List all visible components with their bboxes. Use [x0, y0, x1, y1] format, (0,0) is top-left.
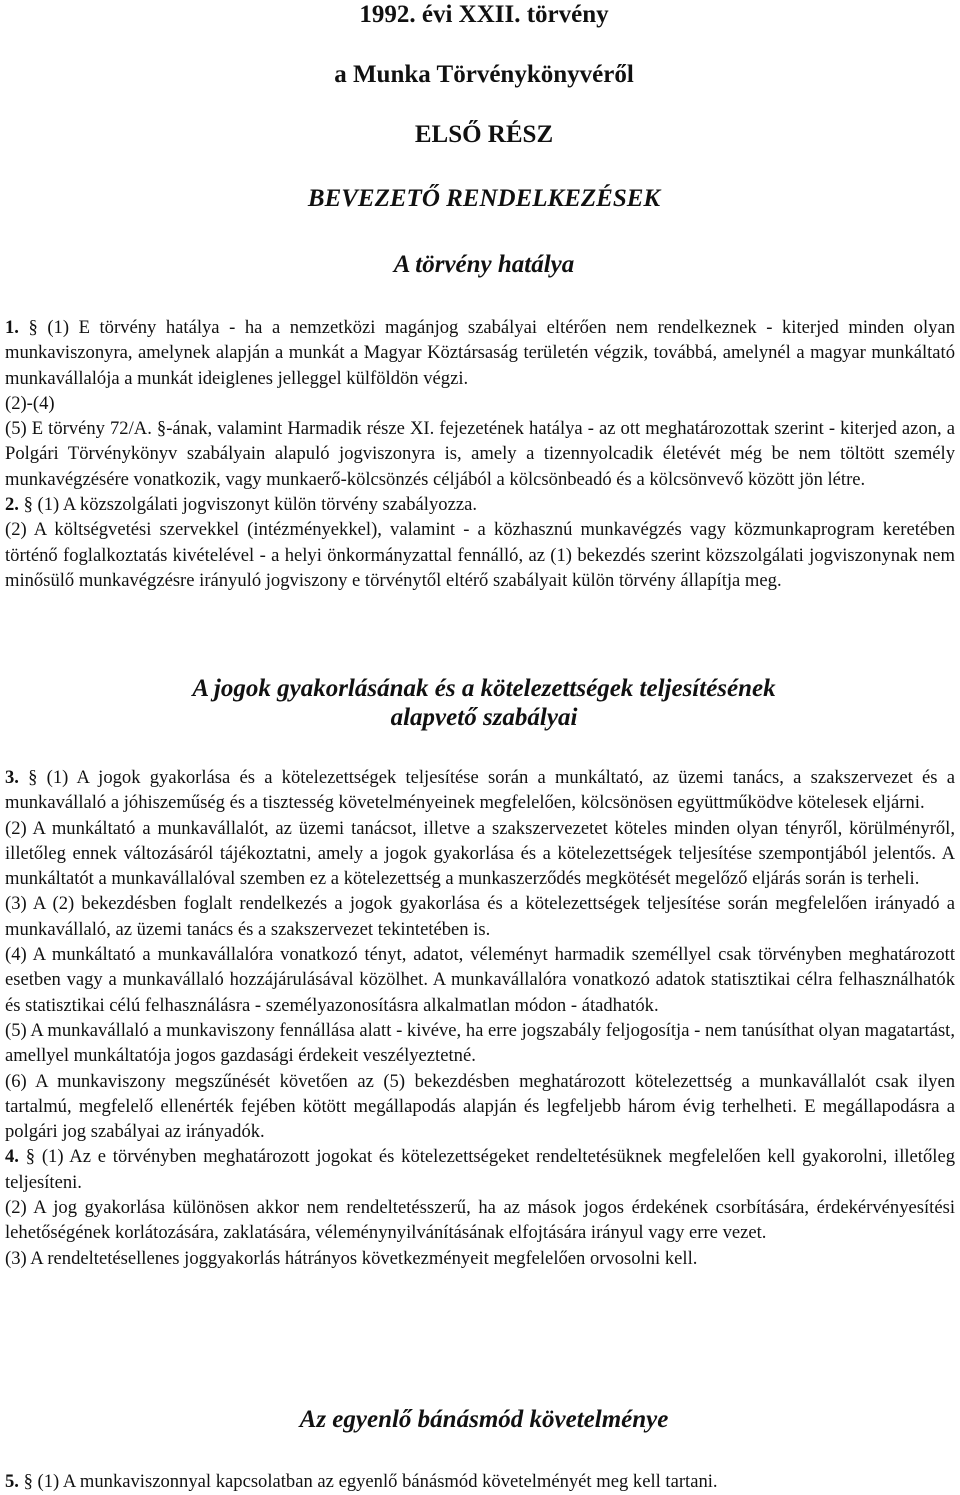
section-body-scope	[5, 315, 955, 593]
paragraph-4-2: (2) A jog gyakorlása különösen akkor nem rendeltetésszerű, ha az mások jogos érdekének csorbítására, érdekérvényesítési lehetőségének korlátozására, zaklatására, véleménynyilvánításának elfojtására irányul vagy erre vezet.	[5, 1197, 955, 1244]
paragraph-1-1: 1. § (1) E törvény hatálya - ha a nemzetközi magánjog szabályai eltérően nem rendelkeznek - kiterjed minden olyan munkaviszonyra, amelynek alapján a munkát a Magyar Köztársaság területén végzik, továbbá, amelynél a magyar munkáltató munkavállalója a munkát ideiglenes jelleggel külföldön végzi.	[5, 317, 955, 389]
paragraph-2-2: (2) A költségvetési szervekkel (intézményekkel), valamint - a közhasznú munkavégzés vagy közmunkaprogram keretében történő foglalkoztatás kivételével - a helyi önkormányzattal fennálló, az (1) bekezdés szerint közszolgálati jogviszonynak nem minősülő munkavégzésre irányuló jogviszony e törvénytől eltérő szabályait külön törvény állapítja meg.	[5, 519, 955, 591]
paragraph-2-1: 2. § (1) A közszolgálati jogviszonyt külön törvény szabályozza.	[5, 494, 477, 516]
section-number-4: 4.	[5, 1146, 19, 1168]
chapter-heading: BEVEZETŐ RENDELKEZÉSEK	[307, 185, 661, 212]
section-number-3: 3.	[5, 767, 19, 788]
law-subject: a Munka Törvénykönyvéről	[334, 61, 634, 88]
paragraph-3-3: (3) A (2) bekezdésben foglalt rendelkezés a jogok gyakorlása és a kötelezettségek teljesítése során megfelelően irányadó a munkavállaló, az üzemi tanács és a szakszervezet tekintetében is.	[5, 893, 955, 940]
section-body-rights	[5, 765, 955, 1271]
paragraph-4-3: (3) A rendeltetésellenes joggyakorlás hátrányos következményeit megfelelően orvosolni kell.	[5, 1247, 698, 1269]
section-heading-scope: A törvény hatálya	[393, 251, 575, 278]
paragraph-3-2: (2) A munkáltató a munkavállalót, az üzemi tanácsot, illetve a szakszervezetet köteles minden olyan tényről, körülményről, illetőleg ennek változásáról tájékoztatni, amely a jogok gyakorlása és a kötelezettségek teljesítése szempontjából jelentős. A munkáltatót a munkavállalóval szemben ez a kötelezettség a munkaszerződés megkötését megelőző eljárás során is terheli.	[5, 817, 955, 890]
section-number-1: 1.	[5, 317, 19, 338]
law-title: 1992. évi XXII. törvény	[359, 1, 609, 28]
section-heading-equal-treatment: Az egyenlő bánásmód követelménye	[299, 1406, 669, 1433]
part-heading: ELSŐ RÉSZ	[414, 121, 554, 148]
paragraph-1-2-4: (2)-(4)	[5, 392, 55, 414]
paragraph-4-1: 4. § (1) Az e törvényben meghatározott jogokat és kötelezettségeket rendeltetésüknek megfelelően kell gyakorolni, illetőleg teljesíteni.	[5, 1146, 955, 1193]
paragraph-3-6: (6) A munkaviszony megszűnését követően az (5) bekezdésben meghatározott kötelezettség a munkavállalót csak ilyen tartalmú, megfelelő ellenérték fejében kötött megállapodás alapján és legfeljebb három évig terhelheti. E megállapodásra a polgári jog szabályai az irányadók.	[5, 1070, 955, 1143]
paragraph-1-5: (5) E törvény 72/A. §-ának, valamint Harmadik része XI. fejezetének hatálya - az ott meghatározottak szerint - kiterjed azon, a Polgári Törvénykönyv szabályain alapuló jogviszonyra is, amely a tizennyolcadik életévét még be nem töltött személy munkavégzésére vonatkozik, vagy munkaerő-kölcsönzés céljából a kölcsönbeadó és a kölcsönvevő között jön létre.	[5, 418, 955, 490]
paragraph-3-4: (4) A munkáltató a munkavállalóra vonatkozó tényt, adatot, véleményt harmadik személlyel csak törvényben meghatározott esetben vagy a munkavállaló hozzájárulásával közölhet. A munkavállalóra vonatkozó adatok statisztikai célra felhasználhatók és statisztikai célú felhasználásra - személyazonosításra alkalmatlan módon - átadhatók.	[5, 944, 955, 1016]
paragraph-5-1: 5. § (1) A munkaviszonnyal kapcsolatban az egyenlő bánásmód követelményét meg kell tartani.	[5, 1471, 718, 1492]
section-heading-rights: A jogok gyakorlásának és a kötelezettségek teljesítésének alapvető szabályai	[192, 675, 776, 731]
section-body-equal-treatment	[5, 1469, 955, 1494]
paragraph-3-1: 3. § (1) A jogok gyakorlása és a kötelezettségek teljesítése során a munkáltató, az üzemi tanács, a szakszervezet és a munkavállaló a jóhiszeműség és a tisztesség követelményeinek megfelelően, kölcsönösen együttműködve kötelesek eljárni.	[5, 767, 955, 814]
section-number-5: 5.	[5, 1471, 19, 1492]
paragraph-3-5: (5) A munkavállaló a munkaviszony fennállása alatt - kivéve, ha erre jogszabály feljogosítja - nem tanúsíthat olyan magatartást, amellyel munkáltatója jogos gazdasági érdekeit veszélyeztetné.	[5, 1019, 955, 1067]
section-number-2: 2.	[5, 494, 19, 516]
